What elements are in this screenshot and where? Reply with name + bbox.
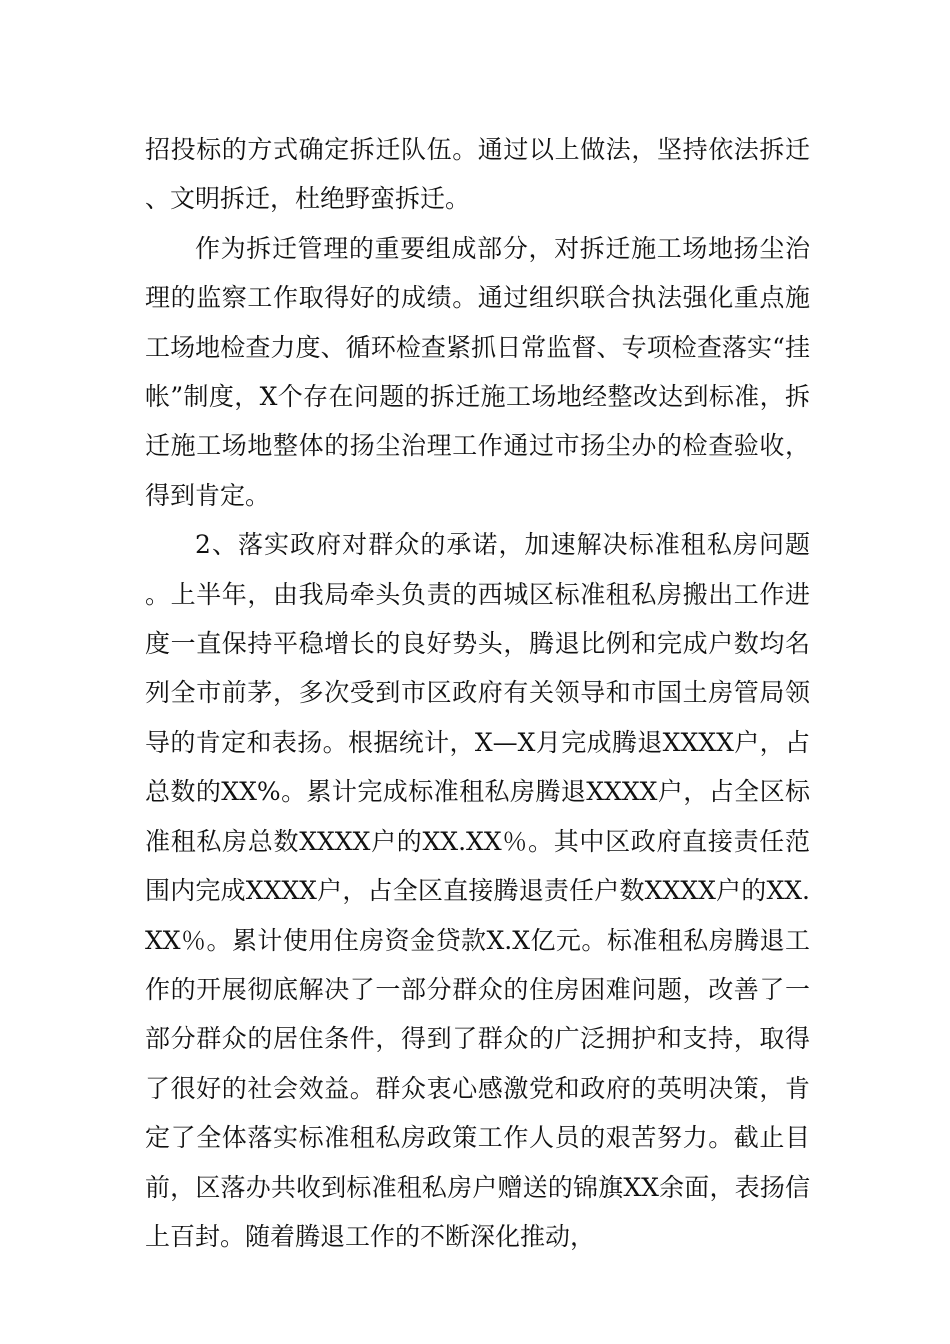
document-body xyxy=(145,125,810,1261)
paragraph-1: 招投标的方式确定拆迁队伍。通过以上做法，坚持依法拆迁、文明拆迁，杜绝野蛮拆迁。 xyxy=(145,135,810,214)
paragraph-3: 2、落实政府对群众的承诺，加速解决标准租私房问题。上半年，由我局牵头负责的西城区标准租私房搬出工作进度一直保持平稳增长的良好势头，腾退比例和完成户数均名列全市前茅，多次受到市区政府有关领导和市国土房管局领导的肯定和表扬。根据统计，X—X月完成腾退XXXX户，占总数的XX%。累计完成标准租私房腾退XXXX户，占全区标准租私房总数XXXX户的XX.XX％。其中区政府直接责任范围内完成XXXX户，占全区直接腾退责任户数XXXX户的XX.XX％。累计使用住房资金贷款X.X亿元。标准租私房腾退工作的开展彻底解决了一部分群众的住房困难问题，改善了一部分群众的居住条件，得到了群众的广泛拥护和支持，取得了很好的社会效益。群众衷心感激党和政府的英明决策，肯定了全体落实标准租私房政策工作人员的艰苦努力。截止目前，区落办共收到标准租私房户赠送的锦旗XX余面，表扬信上百封。随着腾退工作的不断深化推动， xyxy=(145,530,810,1251)
paragraph-2: 作为拆迁管理的重要组成部分，对拆迁施工场地扬尘治理的监察工作取得好的成绩。通过组织联合执法强化重点施工场地检查力度、循环检查紧抓日常监督、专项检查落实“挂帐”制度，X个存在问题的拆迁施工场地经整改达到标准，拆迁施工场地整体的扬尘治理工作通过市扬尘办的检查验收，得到肯定。 xyxy=(145,233,810,510)
